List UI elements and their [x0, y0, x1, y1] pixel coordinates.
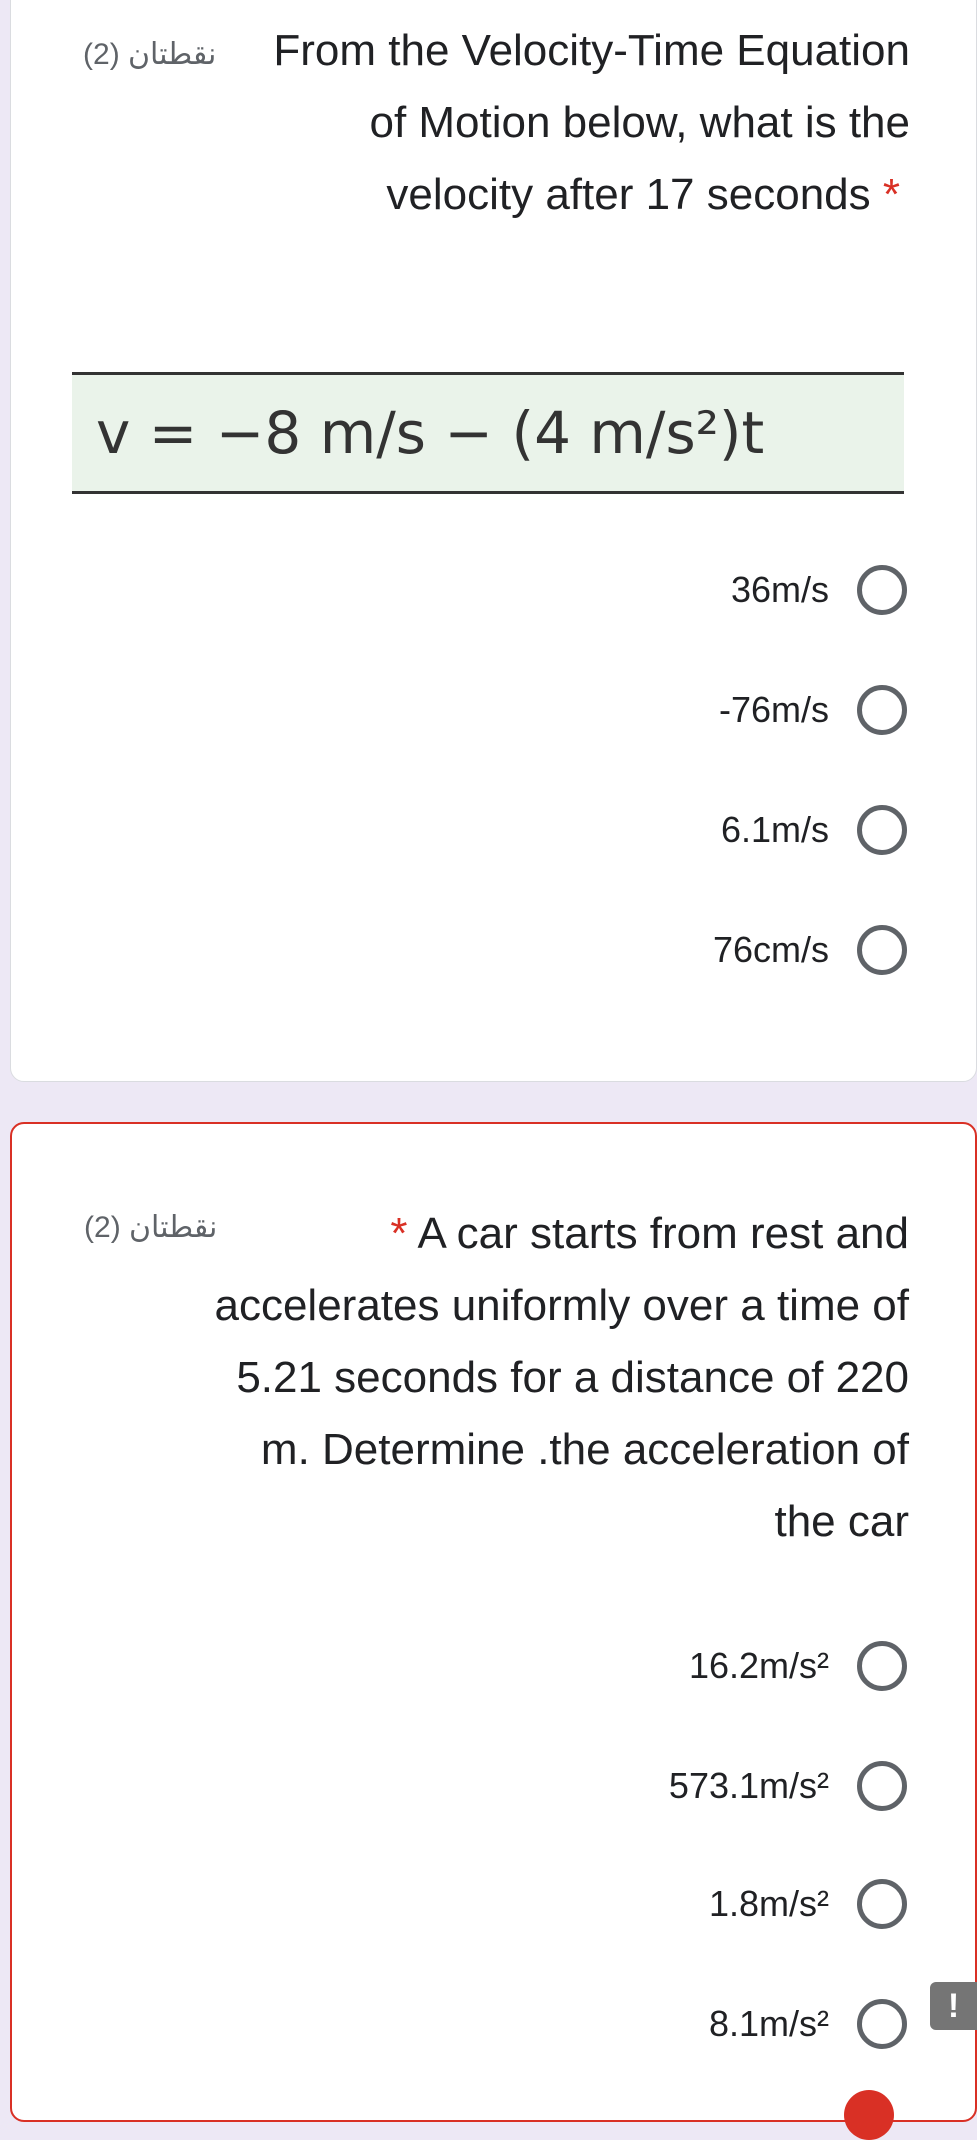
option-row[interactable] — [731, 560, 907, 620]
option-row[interactable] — [689, 1636, 907, 1696]
required-asterisk: * — [390, 1209, 408, 1258]
option-row[interactable] — [709, 1994, 907, 2054]
radio-button[interactable] — [857, 565, 907, 615]
report-issue-button[interactable]: ! — [930, 1982, 977, 2030]
option-label: 1.8m/s² — [708, 1883, 829, 1924]
equation-image: v = −8 m/s − (4 m/s²)t — [72, 372, 904, 494]
option-row[interactable] — [719, 680, 907, 740]
option-label: 76cm/s — [712, 929, 829, 970]
option-row[interactable] — [709, 1874, 907, 1934]
option-label: 573.1m/s² — [668, 1765, 829, 1806]
radio-button[interactable] — [857, 925, 907, 975]
points-label: نقطتان (2) — [83, 38, 217, 71]
option-row[interactable] — [721, 800, 907, 860]
option-label: -76m/s — [718, 689, 829, 730]
question-text-body: From the Velocity-Time Equation of Motion below, what is the velocity after 17 seconds — [273, 26, 910, 219]
option-row[interactable] — [669, 1756, 907, 1816]
radio-button[interactable] — [857, 805, 907, 855]
radio-button[interactable] — [857, 685, 907, 735]
option-label: 16.2m/s² — [688, 1645, 829, 1686]
points-label: نقطتان (2) — [84, 1211, 218, 1244]
radio-button[interactable] — [857, 1879, 907, 1929]
question-card-2 — [10, 1122, 977, 2122]
question-text — [270, 15, 910, 231]
radio-button[interactable] — [857, 1761, 907, 1811]
question-text-body: A car starts from rest and accelerates uniformly over a time of 5.21 seconds for a distance of 220 m. Determine .the acceleration of the car — [214, 1209, 909, 1546]
option-label: 6.1m/s — [720, 809, 829, 850]
option-label: 8.1m/s² — [708, 2003, 829, 2044]
option-row[interactable] — [713, 920, 907, 980]
option-label: 36m/s — [730, 569, 829, 610]
question-text — [209, 1198, 909, 1558]
radio-button[interactable] — [857, 1641, 907, 1691]
radio-button[interactable] — [857, 1999, 907, 2049]
error-indicator-icon — [844, 2090, 894, 2140]
required-asterisk: * — [882, 170, 900, 219]
